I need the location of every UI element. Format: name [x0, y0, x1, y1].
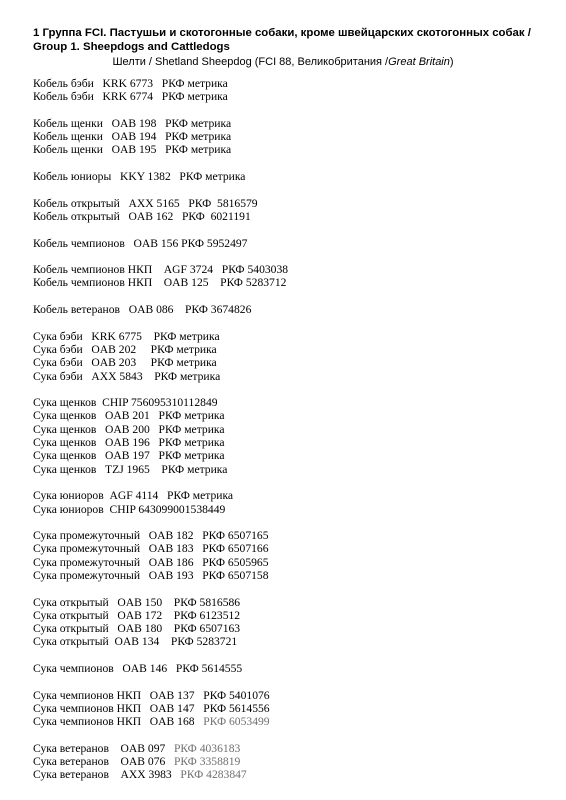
entry-text: Сука открытый OAB 150 РКФ 5816586	[33, 595, 241, 609]
entry-row	[33, 609, 553, 622]
entry-text: Кобель юниоры KKY 1382 РКФ метрика	[33, 170, 246, 184]
entry-row	[33, 130, 553, 143]
breed-title-main: Шелти / Shetland Sheepdog (FCI 88, Великобритания /	[112, 56, 389, 68]
entry-row	[33, 556, 553, 569]
entry-group	[33, 742, 553, 782]
entry-registration-faded: РКФ 3358819	[173, 755, 241, 769]
entry-text: Сука чемпионов НКП OAB 137 РКФ 5401076	[33, 688, 270, 702]
entry-group	[33, 170, 553, 183]
entry-row	[33, 596, 553, 609]
entry-group	[33, 197, 553, 224]
entry-text: Сука промежуточный OAB 193 РКФ 6507158	[33, 568, 269, 582]
entry-row	[33, 489, 553, 502]
entry-text: Сука щенков CHIP 756095310112849	[33, 396, 218, 410]
entry-text: Сука юниоров CHIP 643099001538449	[33, 502, 226, 516]
entry-group	[33, 689, 553, 729]
entry-text: Кобель чемпионов НКП OAB 125 РКФ 5283712	[33, 276, 287, 290]
entry-row	[33, 662, 553, 675]
entry-row	[33, 330, 553, 343]
entry-row	[33, 423, 553, 436]
entry-row	[33, 77, 553, 90]
entry-row	[33, 117, 553, 130]
entry-row	[33, 370, 553, 383]
entry-row	[33, 90, 553, 103]
entry-text: Сука открытый OAB 134 РКФ 5283721	[33, 635, 238, 649]
entry-text: Сука промежуточный OAB 183 РКФ 6507166	[33, 542, 269, 556]
entry-row	[33, 237, 553, 250]
entry-text: Сука бэби KRK 6775 РКФ метрика	[33, 329, 220, 343]
entry-group	[33, 529, 553, 582]
entry-group	[33, 596, 553, 649]
entry-row	[33, 449, 553, 462]
entry-group	[33, 330, 553, 383]
entry-row	[33, 622, 553, 635]
entry-text: Кобель чемпионов OAB 156 РКФ 5952497	[33, 236, 248, 250]
entry-row	[33, 170, 553, 183]
entry-row	[33, 197, 553, 210]
entry-row	[33, 635, 553, 648]
entry-row	[33, 210, 553, 223]
entry-text: Сука бэби AXX 5843 РКФ метрика	[33, 369, 221, 383]
entry-text: Сука щенков OAB 200 РКФ метрика	[33, 422, 225, 436]
entry-group	[33, 303, 553, 316]
entry-group	[33, 489, 553, 516]
entry-group	[33, 396, 553, 476]
entry-text: Сука открытый OAB 172 РКФ 6123512	[33, 608, 241, 622]
entry-row	[33, 689, 553, 702]
entry-text: Сука щенков TZJ 1965 РКФ метрика	[33, 462, 228, 476]
entry-row	[33, 768, 553, 781]
entry-text: Сука бэби OAB 202 РКФ метрика	[33, 342, 217, 356]
breed-title-end: )	[449, 56, 454, 68]
entry-text: Сука юниоров AGF 4114 РКФ метрика	[33, 489, 234, 503]
entry-row	[33, 542, 553, 555]
entry-row	[33, 436, 553, 449]
entry-text: Кобель открытый OAB 162 РКФ 6021191	[33, 209, 251, 223]
entry-row	[33, 276, 553, 289]
entry-text: Сука открытый OAB 180 РКФ 6507163	[33, 622, 241, 636]
entry-row	[33, 303, 553, 316]
entry-group	[33, 237, 553, 250]
entry-row	[33, 409, 553, 422]
entry-text: Сука щенков OAB 201 РКФ метрика	[33, 409, 225, 423]
group-heading: 1 Группа FCI. Пастушьи и скотогонные собаки, кроме швейцарских скотогонных собак / Group 1. Sheepdogs and Cattledogs	[33, 27, 531, 53]
entry-row	[33, 143, 553, 156]
entry-text: Сука ветеранов OAB 097	[33, 741, 174, 755]
entry-registration-faded: РКФ 4036183	[173, 741, 241, 755]
entry-text: Кобель бэби KRK 6774 РКФ метрика	[33, 90, 228, 104]
entry-text: Сука ветеранов OAB 076	[33, 755, 174, 769]
breed-country-en: Great Britain	[388, 56, 450, 68]
entry-text: Кобель щенки OAB 198 РКФ метрика	[33, 116, 232, 130]
entry-row	[33, 702, 553, 715]
entry-text: Кобель щенки OAB 194 РКФ метрика	[33, 130, 232, 144]
entry-row	[33, 396, 553, 409]
entry-registration-faded: РКФ 6053499	[203, 715, 270, 729]
entries-list	[33, 77, 553, 795]
entry-text: Сука промежуточный OAB 186 РКФ 6505965	[33, 555, 269, 569]
entry-text: Кобель щенки OAB 195 РКФ метрика	[33, 143, 232, 157]
entry-row	[33, 503, 553, 516]
entry-group	[33, 662, 553, 675]
entry-text: Сука промежуточный OAB 182 РКФ 6507165	[33, 529, 269, 543]
entry-row	[33, 356, 553, 369]
entry-row	[33, 463, 553, 476]
entry-text: Сука чемпионов OAB 146 РКФ 5614555	[33, 662, 243, 676]
entry-registration-faded: РКФ 4283847	[180, 768, 247, 782]
entry-row	[33, 755, 553, 768]
entry-group	[33, 263, 553, 290]
entry-row	[33, 263, 553, 276]
entry-text: Кобель чемпионов НКП AGF 3724 РКФ 5403038	[33, 263, 289, 277]
entry-group	[33, 117, 553, 157]
entry-row	[33, 742, 553, 755]
entry-row	[33, 715, 553, 728]
entry-text: Сука бэби OAB 203 РКФ метрика	[33, 356, 217, 370]
entry-row	[33, 569, 553, 582]
entry-group	[33, 77, 553, 104]
entry-text: Сука щенков OAB 196 РКФ метрика	[33, 436, 225, 450]
entry-text: Кобель бэби KRK 6773 РКФ метрика	[33, 77, 228, 90]
entry-text: Сука чемпионов НКП OAB 147 РКФ 5614556	[33, 701, 270, 715]
entry-text: Сука щенков OAB 197 РКФ метрика	[33, 449, 225, 463]
entry-row	[33, 529, 553, 542]
entry-text: Кобель открытый AXX 5165 РКФ 5816579	[33, 196, 258, 210]
entry-text: Кобель ветеранов OAB 086 РКФ 3674826	[33, 303, 252, 317]
entry-text: Сука чемпионов НКП OAB 168	[33, 715, 204, 729]
breed-title	[0, 55, 566, 69]
entry-text: Сука ветеранов AXX 3983	[33, 768, 181, 782]
entry-row	[33, 343, 553, 356]
